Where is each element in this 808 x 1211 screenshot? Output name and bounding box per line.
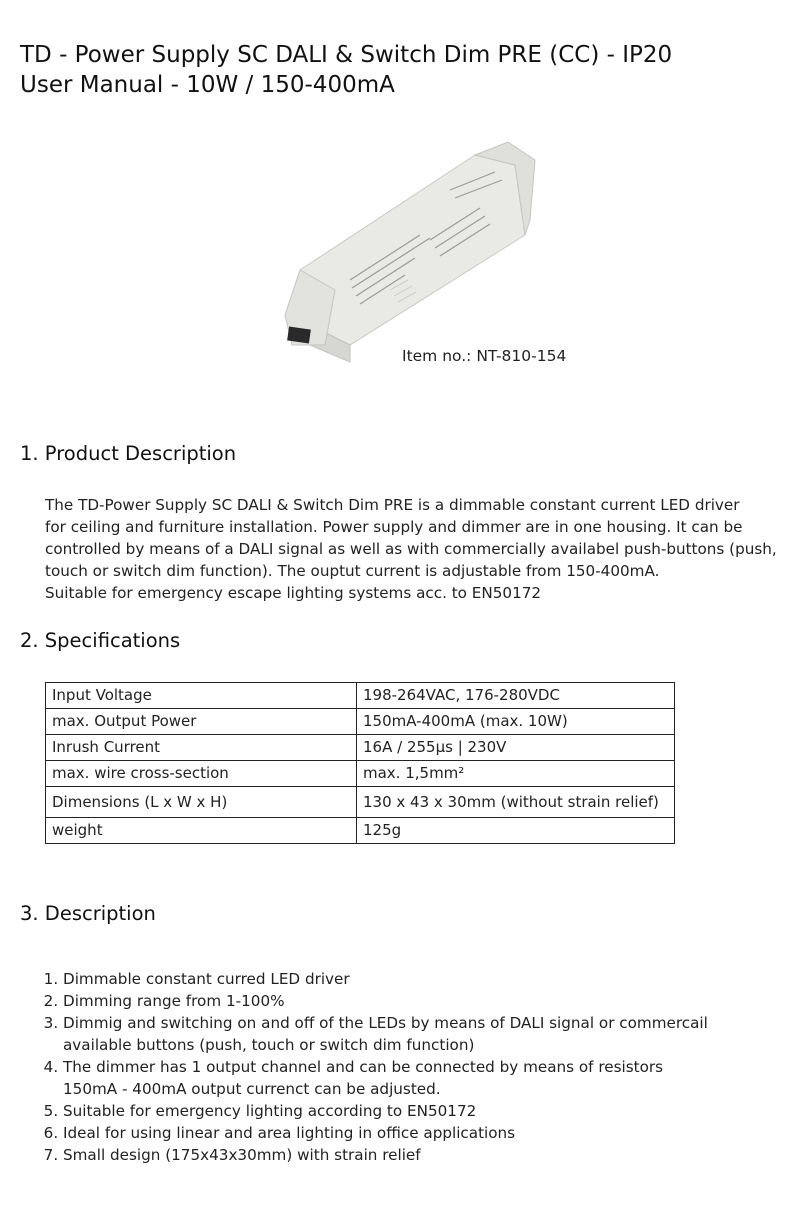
list-item-text: 7. Small design (175x43x30mm) with strain relief bbox=[63, 1146, 421, 1164]
spec-key: Inrush Current bbox=[46, 735, 357, 761]
table-row bbox=[46, 787, 675, 818]
list-item-text-continued: 150mA - 400mA output currenct can be adjusted. bbox=[63, 1080, 441, 1098]
table-row bbox=[46, 761, 675, 787]
list-item-text: 3. Dimmig and switching on and off of the LEDs by means of DALI signal or commercail bbox=[63, 1014, 708, 1032]
specifications-table bbox=[45, 682, 675, 844]
description-line: for ceiling and furniture installation. Power supply and dimmer are in one housing. It can be bbox=[45, 518, 743, 536]
spec-key: Dimensions (L x W x H) bbox=[46, 787, 357, 818]
description-line: The TD-Power Supply SC DALI & Switch Dim PRE is a dimmable constant current LED driver bbox=[45, 496, 740, 514]
spec-value: 16A / 255µs | 230V bbox=[357, 735, 675, 761]
description-line: touch or switch dim function). The ouptut current is adjustable from 150-400mA. bbox=[45, 562, 660, 580]
list-item-text: 5. Suitable for emergency lighting according to EN50172 bbox=[63, 1102, 477, 1120]
list-item bbox=[63, 1144, 793, 1166]
list-item-text-continued: available buttons (push, touch or switch dim function) bbox=[63, 1036, 475, 1054]
product-description-paragraph bbox=[45, 494, 795, 604]
list-item bbox=[63, 1122, 793, 1144]
document-title bbox=[20, 40, 800, 100]
list-item-text: 4. The dimmer has 1 output channel and can be connected by means of resistors bbox=[63, 1058, 664, 1076]
list-item bbox=[63, 1056, 793, 1100]
section-heading-specifications: 2. Specifications bbox=[20, 629, 181, 652]
section-heading-description: 3. Description bbox=[20, 902, 156, 925]
table-row bbox=[46, 683, 675, 709]
list-item bbox=[63, 990, 793, 1012]
spec-value: 130 x 43 x 30mm (without strain relief) bbox=[357, 787, 675, 818]
spec-value: 198-264VAC, 176-280VDC bbox=[357, 683, 675, 709]
title-line-1: TD - Power Supply SC DALI & Switch Dim PRE (CC) - IP20 bbox=[20, 42, 673, 68]
description-line: Suitable for emergency escape lighting systems acc. to EN50172 bbox=[45, 584, 542, 602]
description-line: controlled by means of a DALI signal as well as with commercially availabel push-buttons (push, bbox=[45, 540, 777, 558]
list-item-text: 6. Ideal for using linear and area lighting in office applications bbox=[63, 1124, 516, 1142]
spec-value: 150mA-400mA (max. 10W) bbox=[357, 709, 675, 735]
table-row bbox=[46, 709, 675, 735]
title-line-2: User Manual - 10W / 150-400mA bbox=[20, 72, 395, 98]
spec-key: weight bbox=[46, 818, 357, 844]
product-photo bbox=[280, 140, 540, 365]
spec-key: Input Voltage bbox=[46, 683, 357, 709]
list-item bbox=[63, 1012, 793, 1056]
feature-list bbox=[42, 968, 793, 1166]
spec-key: max. wire cross-section bbox=[46, 761, 357, 787]
list-item-text: 1. Dimmable constant curred LED driver bbox=[63, 970, 350, 988]
list-item bbox=[63, 968, 793, 990]
list-item-text: 2. Dimming range from 1-100% bbox=[63, 992, 285, 1010]
section-heading-product-description: 1. Product Description bbox=[20, 442, 237, 465]
table-row bbox=[46, 818, 675, 844]
table-row bbox=[46, 735, 675, 761]
spec-value: max. 1,5mm² bbox=[357, 761, 675, 787]
spec-key: max. Output Power bbox=[46, 709, 357, 735]
spec-value: 125g bbox=[357, 818, 675, 844]
list-item bbox=[63, 1100, 793, 1122]
item-number: Item no.: NT-810-154 bbox=[402, 347, 567, 365]
